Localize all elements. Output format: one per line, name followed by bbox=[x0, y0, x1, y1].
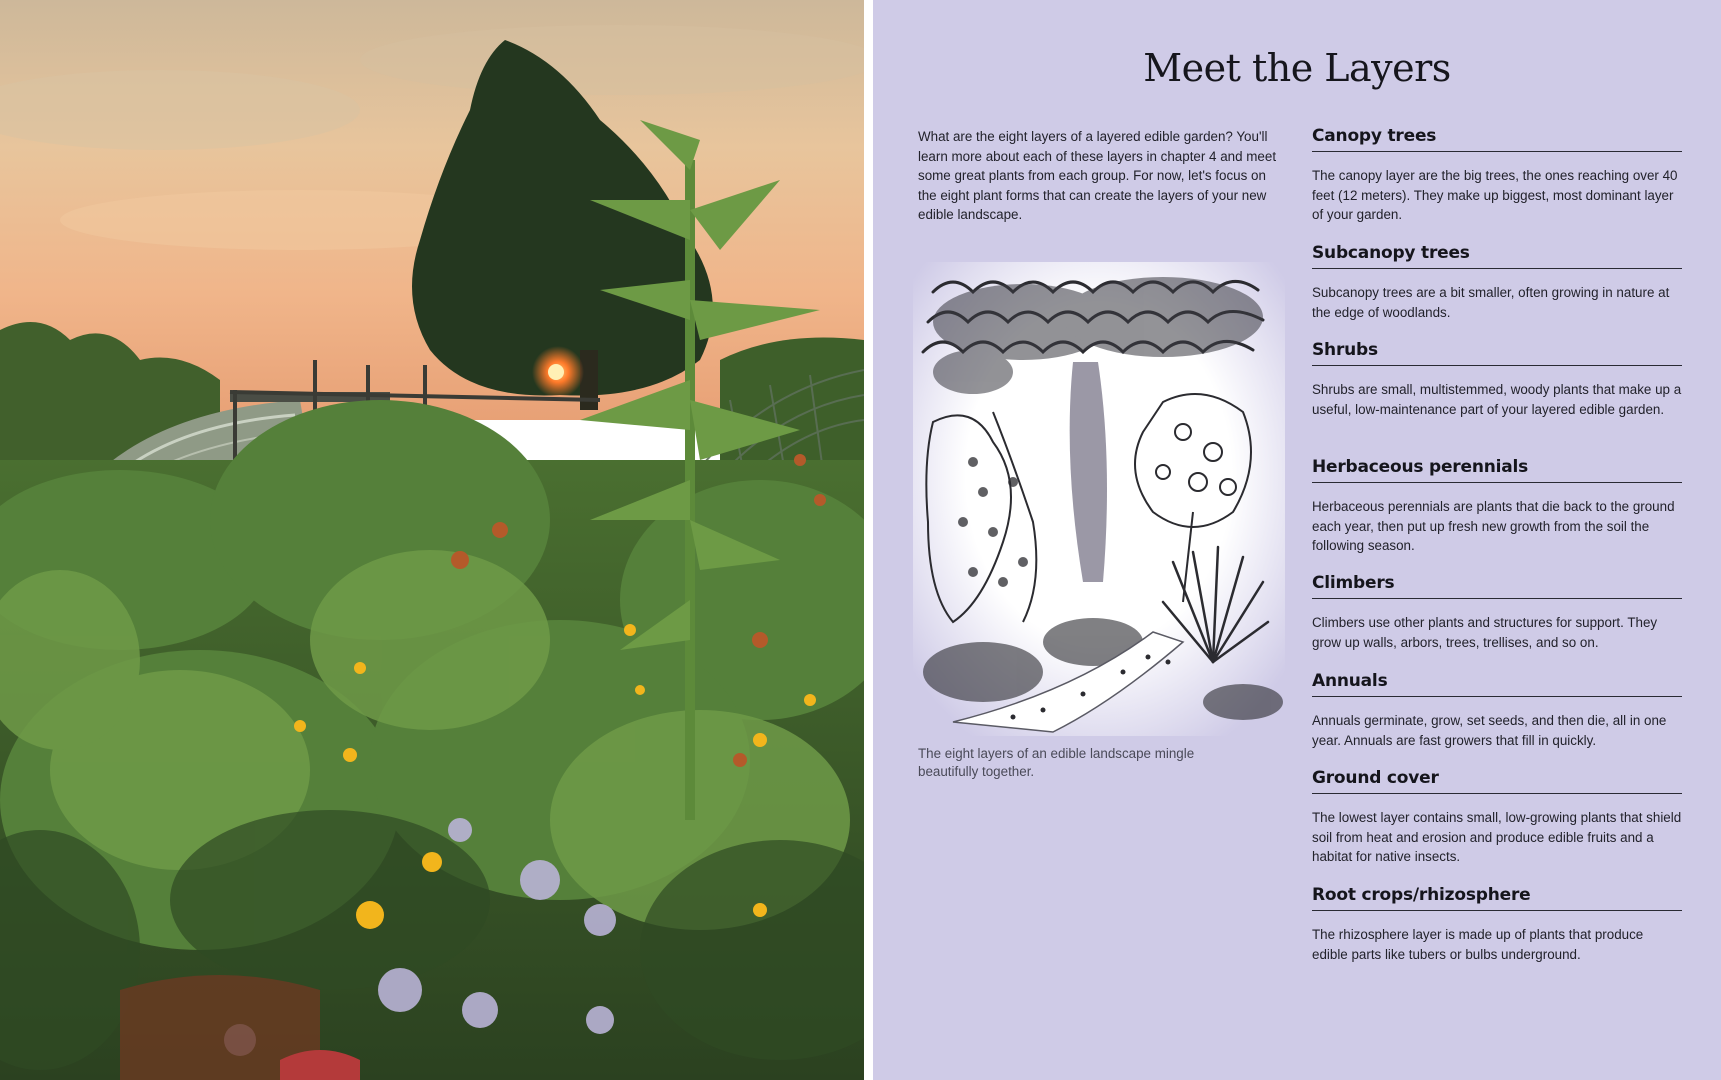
layer-heading: Shrubs bbox=[1312, 340, 1682, 366]
layer-description: Annuals germinate, grow, set seeds, and then die, all in one year. Annuals are fast growers that fill in quickly. bbox=[1312, 713, 1667, 748]
layer-subcanopy-trees bbox=[1312, 243, 1682, 322]
layer-shrubs bbox=[1312, 340, 1682, 419]
layer-heading: Herbaceous perennials bbox=[1312, 457, 1682, 483]
layer-description: The rhizosphere layer is made up of plants that produce edible parts like tubers or bulbs underground. bbox=[1312, 927, 1644, 962]
layer-heading: Ground cover bbox=[1312, 768, 1682, 794]
layer-annuals bbox=[1312, 671, 1682, 750]
page-gutter bbox=[864, 0, 873, 1080]
layers-illustration bbox=[913, 262, 1285, 736]
layer-herbaceous-perennials bbox=[1312, 457, 1682, 556]
layer-climbers bbox=[1312, 573, 1682, 652]
layer-root-crops bbox=[1312, 885, 1682, 964]
layer-heading: Root crops/rhizosphere bbox=[1312, 885, 1682, 911]
layer-heading: Annuals bbox=[1312, 671, 1682, 697]
layer-ground-cover bbox=[1312, 768, 1682, 867]
intro-paragraph: What are the eight layers of a layered edible garden? You'll learn more about each of these layers in chapter 4 and meet some great plants from each group. For now, let's focus on the eight plant forms that can create the layers of your new edible landscape. bbox=[918, 129, 1277, 223]
layer-heading: Canopy trees bbox=[1312, 126, 1682, 152]
layer-description: The lowest layer contains small, low-growing plants that shield soil from heat and erosion and produce edible fruits and a habitat for native insects. bbox=[1312, 810, 1682, 865]
layer-description: Climbers use other plants and structures for support. They grow up walls, arbors, trees, trellises, and so on. bbox=[1312, 615, 1658, 650]
illustration-caption: The eight layers of an edible landscape mingle beautifully together. bbox=[918, 746, 1195, 779]
layer-canopy-trees bbox=[1312, 126, 1682, 225]
layers-illustration-drawing bbox=[913, 262, 1285, 736]
layer-description: Herbaceous perennials are plants that die back to the ground each year, then put up fresh new growth from the soil the following season. bbox=[1312, 499, 1675, 554]
layer-description: Subcanopy trees are a bit smaller, often growing in nature at the edge of woodlands. bbox=[1312, 285, 1670, 320]
text-page bbox=[873, 0, 1721, 1080]
layer-heading: Subcanopy trees bbox=[1312, 243, 1682, 269]
page-title: Meet the Layers bbox=[1143, 46, 1451, 90]
layer-description: The canopy layer are the big trees, the ones reaching over 40 feet (12 meters). They make up biggest, most dominant layer of your garden. bbox=[1312, 168, 1678, 223]
layer-description: Shrubs are small, multistemmed, woody plants that make up a useful, low-maintenance part of your layered edible garden. bbox=[1312, 382, 1682, 417]
layer-heading: Climbers bbox=[1312, 573, 1682, 599]
